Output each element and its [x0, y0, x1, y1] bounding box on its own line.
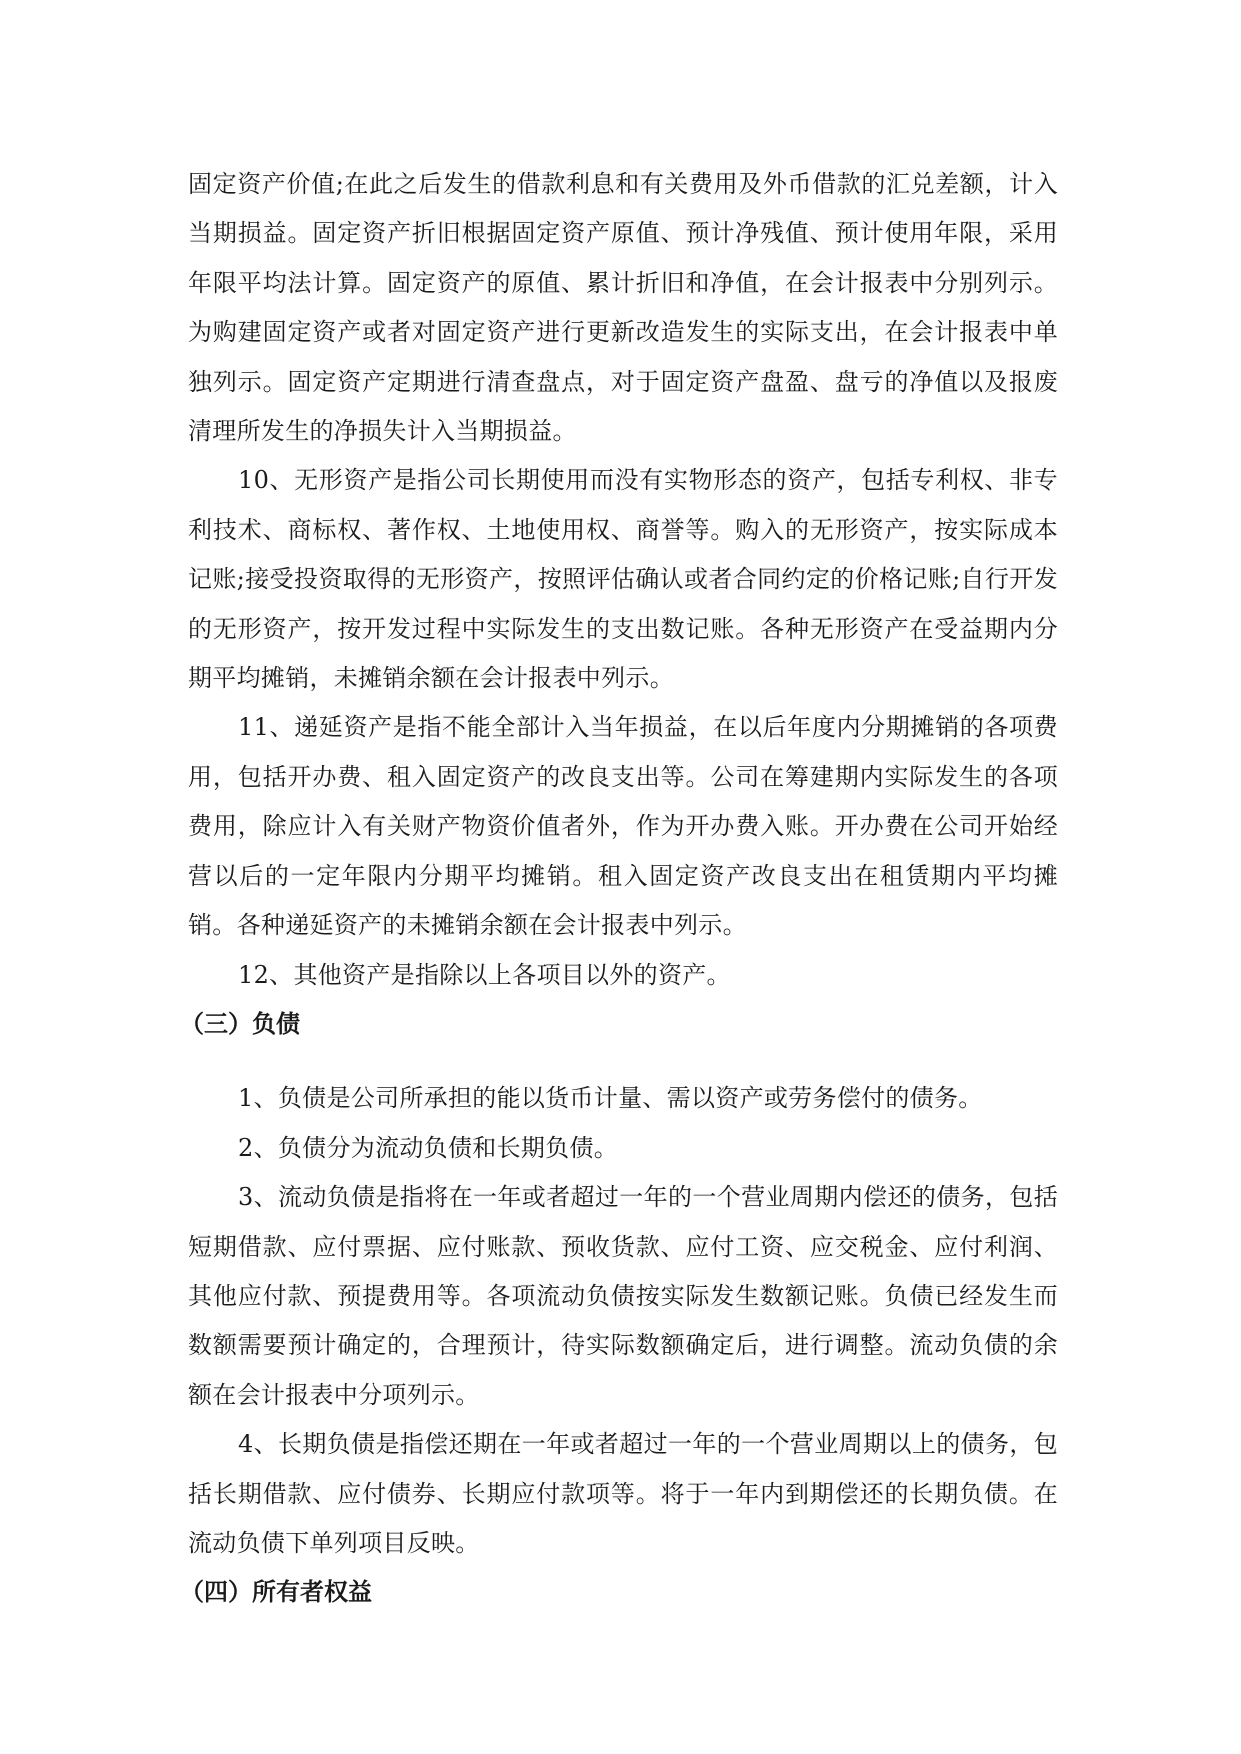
paragraph-deferred-assets: 11、递延资产是指不能全部计入当年损益，在以后年度内分期摊销的各项费用，包括开办费、租入固定资产的改良支出等。公司在筹建期内实际发生的各项费用，除应计入有关财产物资价值者外，作为开办费入账。开办费在公司开始经营以后的一定年限内分期平均摊销。租入固定资产改良支出在租赁期内平均摊销。各种递延资产的未摊销余额在会计报表中列示。 — [188, 713, 1058, 940]
paragraph-long-term-liabilities: 4、长期负债是指偿还期在一年或者超过一年的一个营业周期以上的债务，包括长期借款、应付债券、长期应付款项等。将于一年内到期偿还的长期负债。在流动负债下单列项目反映。 — [188, 1430, 1058, 1557]
paragraph-liabilities-definition: 1、负债是公司所承担的能以货币计量、需以资产或劳务偿付的债务。 — [238, 1084, 983, 1113]
paragraph-current-liabilities: 3、流动负债是指将在一年或者超过一年的一个营业周期内偿还的债务，包括短期借款、应付票据、应付账款、预收货款、应付工资、应交税金、应付利润、其他应付款、预提费用等。各项流动负债按实际发生数额记账。负债已经发生而数额需要预计确定的，合理预计，待实际数额确定后，进行调整。流动负债的余额在会计报表中分项列示。 — [188, 1183, 1058, 1409]
paragraph-other-assets: 12、其他资产是指除以上各项目以外的资产。 — [238, 960, 731, 989]
paragraph-fixed-assets-continued: 固定资产价值;在此之后发生的借款利息和有关费用及外币借款的汇兑差额，计入当期损益。固定资产折旧根据固定资产原值、预计净残值、预计使用年限，采用年限平均法计算。固定资产的原值、累计折旧和净值，在会计报表中分别列示。为购建固定资产或者对固定资产进行更新改造发生的实际支出，在会计报表中单独列示。固定资产定期进行清查盘点，对于固定资产盘盈、盘亏的净值以及报废清理所发生的净损失计入当期损益。 — [188, 170, 1058, 446]
section-heading-owners-equity: （四）所有者权益 — [180, 1578, 372, 1607]
document-body — [180, 160, 1058, 1618]
paragraph-liabilities-types: 2、负债分为流动负债和长期负债。 — [238, 1133, 619, 1162]
section-heading-liabilities: （三）负债 — [180, 1009, 300, 1038]
paragraph-intangible-assets: 10、无形资产是指公司长期使用而没有实物形态的资产，包括专利权、非专利技术、商标权、著作权、土地使用权、商誉等。购入的无形资产，按实际成本记账;接受投资取得的无形资产，按照评估确认或者合同约定的价格记账;自行开发的无形资产，按开发过程中实际发生的支出数记账。各种无形资产在受益期内分期平均摊销，未摊销余额在会计报表中列示。 — [188, 466, 1058, 693]
